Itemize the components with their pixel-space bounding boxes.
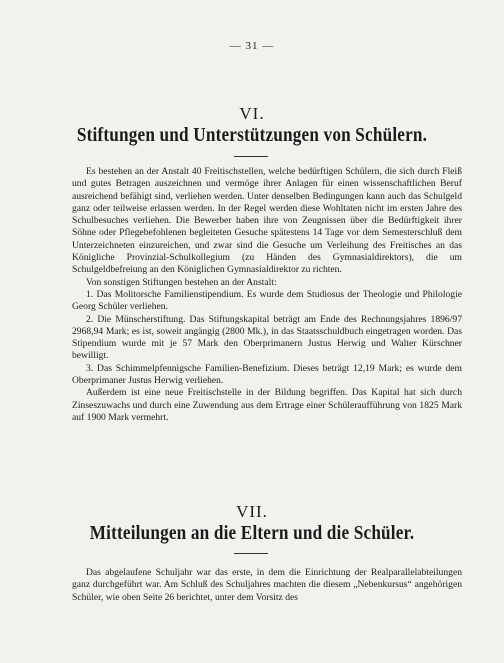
page-number: — 31 — xyxy=(229,40,275,52)
section-6-paragraph: 2. Die Münscherstiftung. Das Stiftungskapital beträgt am Ende des Rechnungsjahres 1896/97 2968,94 Mark; es ist, soweit angängig (2800 Mk.), in das Staatsschuldbuch eingetragen worden. Das Stipendium wurde mit je 57 Mark den Oberprimanern Justus Herwig und Walter Kürschner bewilligt. xyxy=(72,313,462,362)
section-6-paragraph: 3. Das Schimmelpfennigsche Familien-Benefizium. Dieses beträgt 12,19 Mark; es wurde dem Oberprimaner Justus Herwig verliehen. xyxy=(72,362,462,387)
section-6-paragraph: Von sonstigen Stiftungen bestehen an der Anstalt: xyxy=(86,276,277,288)
section-7-body xyxy=(72,567,462,604)
section-7-title: Mitteilungen an die Eltern und die Schüler. xyxy=(89,522,415,544)
section-6-number: VI. xyxy=(239,104,265,123)
section-7-divider xyxy=(234,553,268,554)
section-6-paragraph: Es bestehen an der Anstalt 40 Freitischstellen, welche bedürftigen Schülern, die sich durch Fleiß und gutes Betragen auszeichnen und vermöge ihrer Anlagen für einen wissenschaftlichen Beruf ausreichend befähigt sind, verliehen werden. Unter denselben Bedingungen kann auch das Schulgeld ganz oder teilweise erlassen werden. In der Regel werden diese Wohltaten nicht im ersten Jahre des Schulbesuches verliehen. Die Bewerber haben ihre von Zeugnissen über die Bedürftigkeit ihrer Söhne oder Pflegebefohlenen begleiteten Gesuche spätestens 14 Tage vor dem Semesterschluß dem Unterzeichneten einzureichen, und zwar sind die Gesuche um Verleihung des Freitisches an das Königliche Provinzial-Schulkollegium (zu Händen des Gymnasialdirektors), die um Schulgeldbefreiung an den Königlichen Gymnasialdirektor zu richten. xyxy=(72,166,462,276)
section-6-paragraph: 1. Das Molitorsche Familienstipendium. Es wurde dem Studiosus der Theologie und Philologie Georg Schüler verliehen. xyxy=(72,288,462,313)
section-6-title: Stiftungen und Unterstützungen von Schülern. xyxy=(76,124,428,146)
section-6-paragraph: Außerdem ist eine neue Freitischstelle in der Bildung begriffen. Das Kapital hat sich durch Zinseszuwachs und durch eine Zuwendung aus dem Ertrage einer Schüleraufführung von 1825 Mark auf 1900 Mark vermehrt. xyxy=(72,387,462,423)
section-6-body xyxy=(72,166,462,424)
section-6-divider xyxy=(234,156,268,157)
section-7-paragraph: Das abgelaufene Schuljahr war das erste, in dem die Einrichtung der Realparallelabteilungen ganz durchgeführt war. Am Schluß des Schuljahres machten die diesem „Nebenkursus“ angehörigen Schüler, wie oben Seite 26 berichtet, unter dem Vorsitz des xyxy=(72,567,462,603)
section-7-number: VII. xyxy=(236,502,268,521)
